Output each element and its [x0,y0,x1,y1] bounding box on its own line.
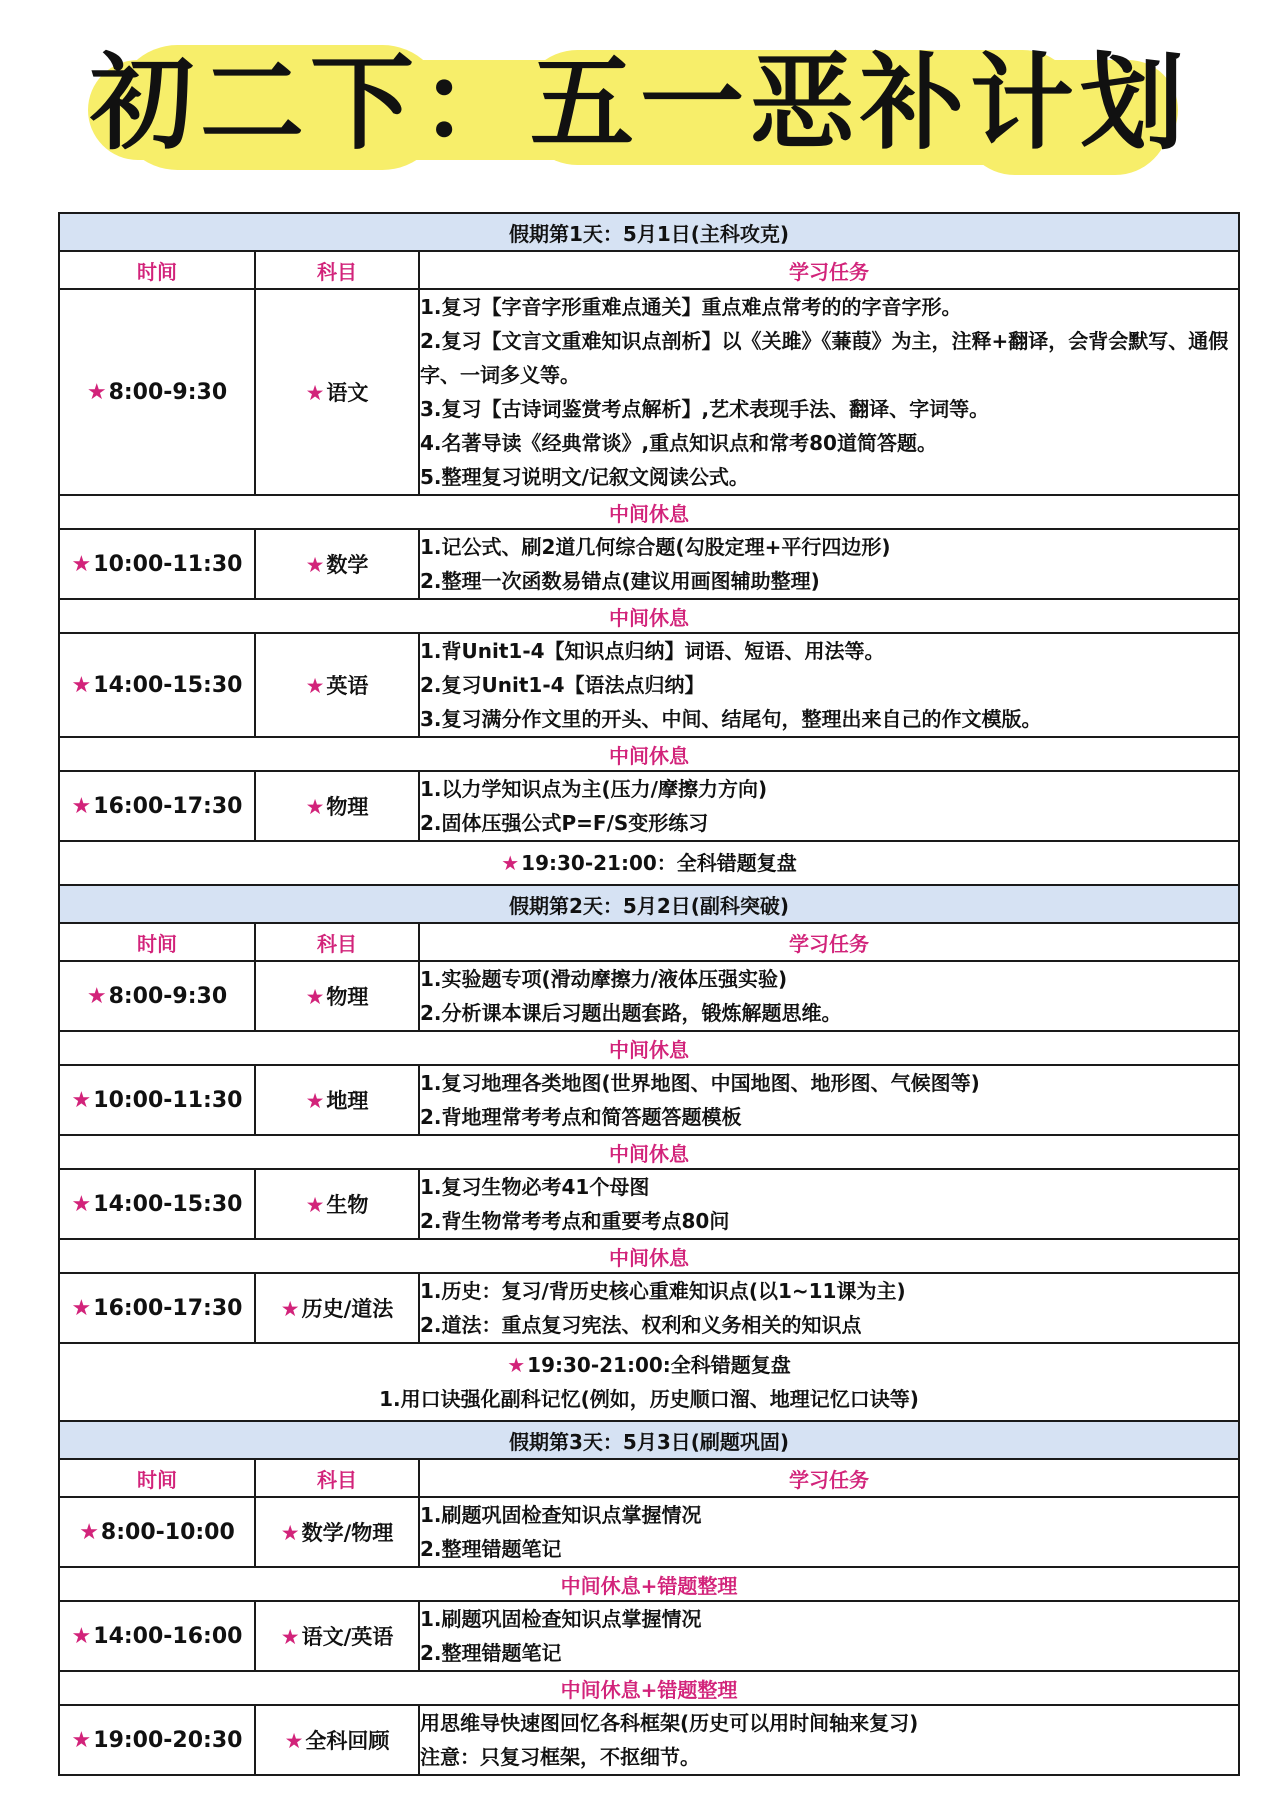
task-item: 2.道法：重点复习宪法、权利和义务相关的知识点 [420,1313,862,1337]
column-header-time: 时间 [59,1459,255,1497]
time-text: 19:00-20:30 [93,1727,243,1753]
task-item: 用思维导快速图回忆各科框架(历史可以用时间轴来复习) [420,1711,919,1735]
session-tasks [419,1497,1239,1567]
star-icon: ★ [305,1089,325,1113]
star-icon: ★ [305,985,325,1009]
task-item: 2.整理错题笔记 [420,1537,562,1561]
session-tasks [419,771,1239,841]
task-item: 1.历史：复习/背历史核心重难知识点(以1~11课为主) [420,1279,906,1303]
task-item: 1.复习生物必考41个母图 [420,1175,650,1199]
page-title: 初二下：五一恶补计划 [89,42,1190,164]
task-item: 2.背地理常考考点和简答题答题模板 [420,1105,742,1129]
break-row [59,737,1239,771]
star-icon: ★ [501,851,520,875]
day-header: 假期第2天：5月2日(副科突破) [59,885,1239,923]
session-subject [255,289,419,495]
star-icon: ★ [79,1519,99,1545]
task-item: 2.分析课本课后习题出题套路，锻炼解题思维。 [420,1001,842,1025]
break-label: 中间休息+错题整理 [59,1671,1239,1705]
column-header-subject: 科目 [255,923,419,961]
session-tasks [419,529,1239,599]
column-header-time: 时间 [59,251,255,289]
column-header-tasks: 学习任务 [419,1459,1239,1497]
star-icon: ★ [280,1297,300,1321]
subject-text: 生物 [326,1193,369,1217]
time-text: 16:00-17:30 [93,1295,243,1321]
session-row [59,1601,1239,1671]
break-row [59,1031,1239,1065]
evening-text: 1.用口诀强化副科记忆(例如，历史顺口溜、地理记忆口诀等) [379,1387,919,1411]
star-icon: ★ [280,1521,300,1545]
break-row [59,495,1239,529]
star-icon: ★ [284,1729,304,1753]
session-row [59,771,1239,841]
day-header: 假期第3天：5月3日(刷题巩固) [59,1421,1239,1459]
star-icon: ★ [305,553,325,577]
time-text: 8:00-10:00 [100,1519,235,1545]
star-icon: ★ [71,672,92,698]
column-header-row [59,923,1239,961]
session-tasks [419,289,1239,495]
session-time [59,1705,255,1775]
column-header-tasks: 学习任务 [419,923,1239,961]
session-row [59,633,1239,737]
session-time [59,529,255,599]
session-time [59,1273,255,1343]
star-icon: ★ [305,1193,325,1217]
study-plan-table [58,212,1240,1776]
session-row [59,961,1239,1031]
task-item: 1.背Unit1-4【知识点归纳】词语、短语、用法等。 [420,639,885,663]
task-item: 2.背生物常考考点和重要考点80问 [420,1209,730,1233]
session-time [59,771,255,841]
session-time [59,633,255,737]
session-tasks [419,1705,1239,1775]
session-subject [255,961,419,1031]
break-label: 中间休息 [59,1031,1239,1065]
time-text: 14:00-15:30 [93,1191,243,1217]
break-label: 中间休息+错题整理 [59,1567,1239,1601]
session-row [59,289,1239,495]
subject-text: 地理 [326,1089,369,1113]
session-subject [255,1497,419,1567]
star-icon: ★ [305,381,325,405]
time-text: 10:00-11:30 [93,551,243,577]
column-header-time: 时间 [59,923,255,961]
session-time [59,1497,255,1567]
task-item: 2.整理一次函数易错点(建议用画图辅助整理) [420,569,820,593]
session-tasks [419,1169,1239,1239]
task-item: 5.整理复习说明文/记叙文阅读公式。 [420,465,749,489]
column-header-row [59,1459,1239,1497]
evening-review-row [59,841,1239,885]
task-item: 1.以力学知识点为主(压力/摩擦力方向) [420,777,768,801]
break-label: 中间休息 [59,737,1239,771]
session-time [59,961,255,1031]
task-item: 1.复习地理各类地图(世界地图、中国地图、地形图、气候图等) [420,1071,980,1095]
star-icon: ★ [71,1623,92,1649]
task-item: 1.记公式、刷2道几何综合题(勾股定理+平行四边形) [420,535,891,559]
star-icon: ★ [71,1087,92,1113]
star-icon: ★ [71,551,92,577]
session-tasks [419,961,1239,1031]
session-subject [255,1065,419,1135]
subject-text: 历史/道法 [301,1297,394,1321]
evening-review [59,841,1239,885]
subject-text: 数学/物理 [301,1521,394,1545]
task-item: 3.复习满分作文里的开头、中间、结尾句，整理出来自己的作文模版。 [420,707,1042,731]
star-icon: ★ [71,1295,92,1321]
evening-line [60,1382,1238,1416]
break-row [59,1135,1239,1169]
session-subject [255,1705,419,1775]
time-text: 10:00-11:30 [93,1087,243,1113]
session-tasks [419,1273,1239,1343]
break-label: 中间休息 [59,599,1239,633]
evening-text: 19:30-21:00：全科错题复盘 [521,851,797,875]
session-time [59,289,255,495]
title-banner [0,30,1280,180]
task-item: 4.名著导读《经典常谈》,重点知识点和常考80道简答题。 [420,431,937,455]
time-text: 16:00-17:30 [93,793,243,819]
session-row [59,1065,1239,1135]
session-tasks [419,633,1239,737]
break-row [59,1239,1239,1273]
task-item: 1.刷题巩固检查知识点掌握情况 [420,1503,702,1527]
star-icon: ★ [71,1727,92,1753]
time-text: 8:00-9:30 [108,379,228,405]
task-item: 1.刷题巩固检查知识点掌握情况 [420,1607,702,1631]
subject-text: 语文 [326,381,369,405]
day-header-row [59,885,1239,923]
column-header-tasks: 学习任务 [419,251,1239,289]
star-icon: ★ [86,983,107,1009]
break-row [59,1567,1239,1601]
task-item: 注意：只复习框架，不抠细节。 [420,1745,700,1769]
time-text: 8:00-9:30 [108,983,228,1009]
subject-text: 英语 [326,674,369,698]
evening-text: 19:30-21:00:全科错题复盘 [527,1353,791,1377]
task-item: 2.整理错题笔记 [420,1641,562,1665]
session-subject [255,1169,419,1239]
session-row [59,1705,1239,1775]
star-icon: ★ [305,674,325,698]
task-item: 1.实验题专项(滑动摩擦力/液体压强实验) [420,967,788,991]
break-label: 中间休息 [59,1135,1239,1169]
break-label: 中间休息 [59,495,1239,529]
column-header-subject: 科目 [255,1459,419,1497]
session-time [59,1065,255,1135]
subject-text: 全科回顾 [305,1729,390,1753]
star-icon: ★ [305,795,325,819]
column-header-subject: 科目 [255,251,419,289]
session-row [59,1497,1239,1567]
task-item: 2.复习Unit1-4【语法点归纳】 [420,673,705,697]
session-tasks [419,1601,1239,1671]
evening-review [59,1343,1239,1421]
session-subject [255,633,419,737]
star-icon: ★ [71,1191,92,1217]
column-header-row [59,251,1239,289]
task-item: 2.复习【文言文重难知识点剖析】以《关雎》《蒹葭》为主，注释+翻译，会背会默写、通假字、一词多义等。 [420,329,1229,387]
day-header-row [59,213,1239,251]
session-subject [255,1601,419,1671]
session-tasks [419,1065,1239,1135]
evening-line [60,1348,1238,1382]
time-text: 14:00-15:30 [93,672,243,698]
session-subject [255,1273,419,1343]
subject-text: 数学 [326,553,369,577]
break-row [59,1671,1239,1705]
session-time [59,1169,255,1239]
subject-text: 物理 [326,985,369,1009]
day-header-row [59,1421,1239,1459]
session-row [59,1273,1239,1343]
session-subject [255,771,419,841]
session-time [59,1601,255,1671]
session-row [59,529,1239,599]
session-row [59,1169,1239,1239]
break-row [59,599,1239,633]
subject-text: 物理 [326,795,369,819]
star-icon: ★ [280,1625,300,1649]
break-label: 中间休息 [59,1239,1239,1273]
evening-review-row [59,1343,1239,1421]
time-text: 14:00-16:00 [93,1623,243,1649]
star-icon: ★ [71,793,92,819]
evening-line [60,846,1238,880]
task-item: 2.固体压强公式P=F/S变形练习 [420,811,709,835]
task-item: 1.复习【字音字形重难点通关】重点难点常考的的字音字形。 [420,295,962,319]
task-item: 3.复习【古诗词鉴赏考点解析】,艺术表现手法、翻译、字词等。 [420,397,990,421]
subject-text: 语文/英语 [301,1625,394,1649]
star-icon: ★ [86,379,107,405]
day-header: 假期第1天：5月1日(主科攻克) [59,213,1239,251]
star-icon: ★ [507,1353,526,1377]
session-subject [255,529,419,599]
